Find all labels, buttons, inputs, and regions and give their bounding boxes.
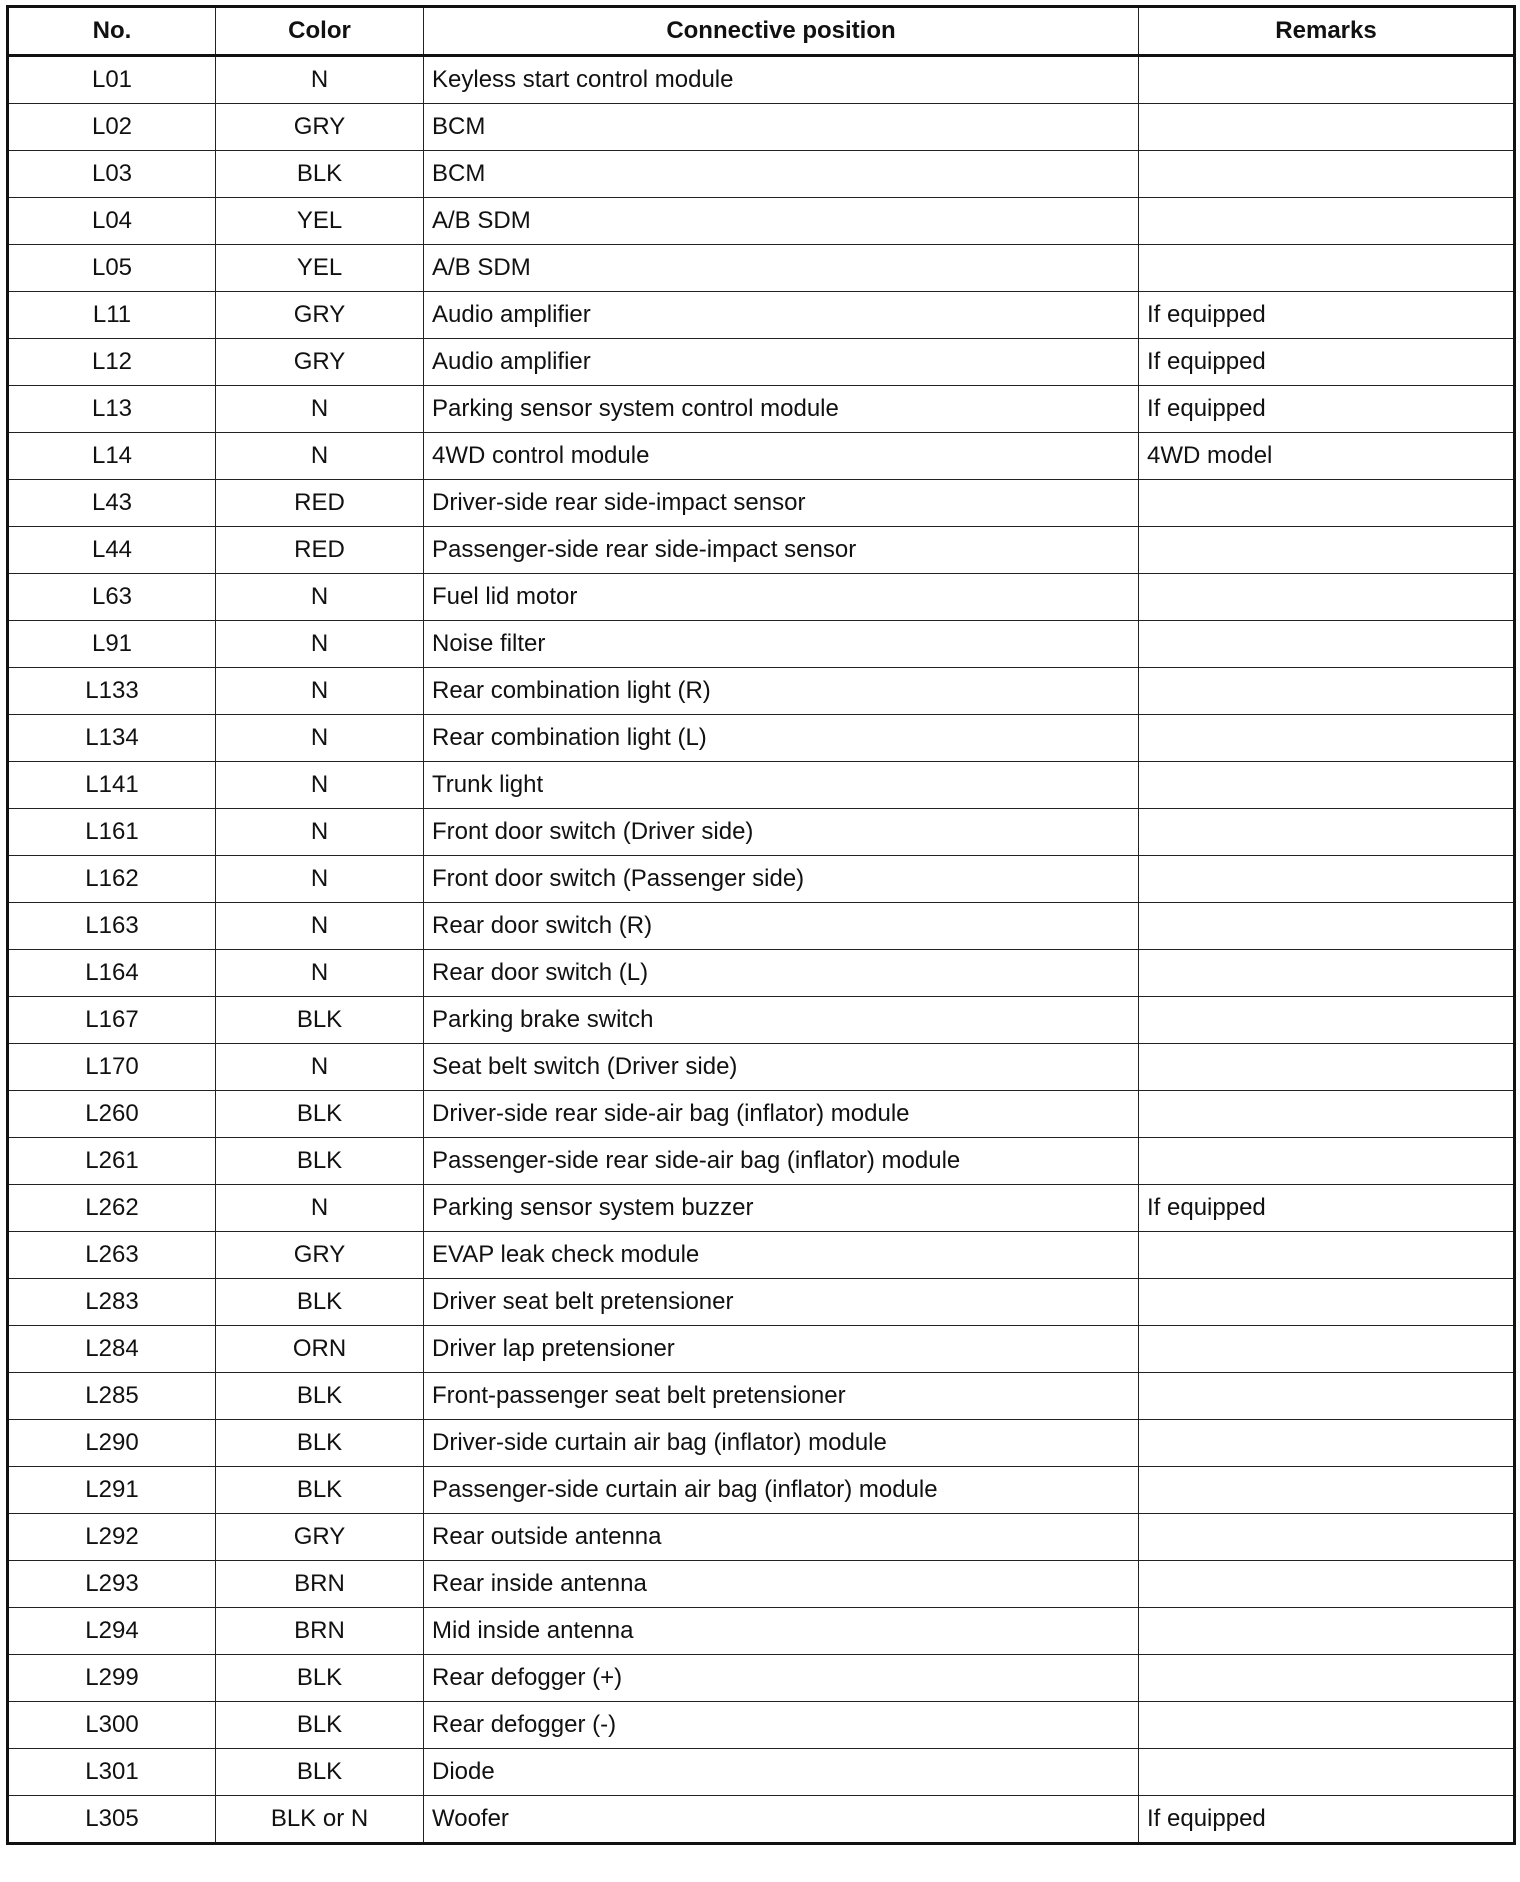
connector-number: L300 <box>8 1702 216 1749</box>
remarks <box>1139 1514 1515 1561</box>
connective-position: BCM <box>424 151 1139 198</box>
connective-position: Parking sensor system control module <box>424 386 1139 433</box>
header-remarks: Remarks <box>1139 7 1515 56</box>
wire-color: N <box>216 433 424 480</box>
connector-number: L305 <box>8 1796 216 1844</box>
table-row <box>8 527 1515 574</box>
table-row <box>8 1655 1515 1702</box>
remarks <box>1139 1044 1515 1091</box>
connector-number: L164 <box>8 950 216 997</box>
table-row <box>8 480 1515 527</box>
remarks <box>1139 856 1515 903</box>
wire-color: YEL <box>216 198 424 245</box>
table-row <box>8 809 1515 856</box>
connective-position: Front door switch (Passenger side) <box>424 856 1139 903</box>
connective-position: Noise filter <box>424 621 1139 668</box>
header-color: Color <box>216 7 424 56</box>
remarks <box>1139 1091 1515 1138</box>
connective-position: Rear door switch (R) <box>424 903 1139 950</box>
table-row <box>8 104 1515 151</box>
connective-position: Front-passenger seat belt pretensioner <box>424 1373 1139 1420</box>
wire-color: RED <box>216 480 424 527</box>
wire-color: N <box>216 950 424 997</box>
connector-number: L13 <box>8 386 216 433</box>
wire-color: RED <box>216 527 424 574</box>
connector-number: L43 <box>8 480 216 527</box>
table-row <box>8 339 1515 386</box>
connector-number: L293 <box>8 1561 216 1608</box>
wire-color: BLK <box>216 151 424 198</box>
connector-number: L11 <box>8 292 216 339</box>
remarks <box>1139 527 1515 574</box>
connective-position: Front door switch (Driver side) <box>424 809 1139 856</box>
connective-position: Rear inside antenna <box>424 1561 1139 1608</box>
remarks: If equipped <box>1139 339 1515 386</box>
table-row <box>8 386 1515 433</box>
table-body <box>8 56 1515 1844</box>
connector-number: L162 <box>8 856 216 903</box>
connector-number: L03 <box>8 151 216 198</box>
connector-table-page <box>6 5 1516 1845</box>
connective-position: Driver-side curtain air bag (inflator) module <box>424 1420 1139 1467</box>
connective-position: A/B SDM <box>424 198 1139 245</box>
connective-position: Parking brake switch <box>424 997 1139 1044</box>
connective-position: 4WD control module <box>424 433 1139 480</box>
table-row <box>8 762 1515 809</box>
wire-color: N <box>216 809 424 856</box>
connector-number: L285 <box>8 1373 216 1420</box>
table-row <box>8 292 1515 339</box>
table-row <box>8 1796 1515 1844</box>
connector-number: L04 <box>8 198 216 245</box>
connector-number: L292 <box>8 1514 216 1561</box>
remarks <box>1139 809 1515 856</box>
remarks <box>1139 574 1515 621</box>
wire-color: N <box>216 56 424 104</box>
wire-color: GRY <box>216 1232 424 1279</box>
wire-color: N <box>216 1044 424 1091</box>
wire-color: ORN <box>216 1326 424 1373</box>
table-row <box>8 856 1515 903</box>
connector-number: L14 <box>8 433 216 480</box>
connective-position: Rear outside antenna <box>424 1514 1139 1561</box>
remarks <box>1139 1326 1515 1373</box>
wire-color: YEL <box>216 245 424 292</box>
table-row <box>8 245 1515 292</box>
connective-position: Seat belt switch (Driver side) <box>424 1044 1139 1091</box>
table-row <box>8 1608 1515 1655</box>
remarks <box>1139 1749 1515 1796</box>
connective-position: Rear combination light (L) <box>424 715 1139 762</box>
table-row <box>8 1044 1515 1091</box>
connective-position: Rear defogger (-) <box>424 1702 1139 1749</box>
connector-number: L133 <box>8 668 216 715</box>
connector-number: L260 <box>8 1091 216 1138</box>
wire-color: GRY <box>216 292 424 339</box>
connective-position: Audio amplifier <box>424 292 1139 339</box>
connective-position: Diode <box>424 1749 1139 1796</box>
connective-position: BCM <box>424 104 1139 151</box>
table-row <box>8 1420 1515 1467</box>
remarks <box>1139 715 1515 762</box>
remarks <box>1139 1232 1515 1279</box>
table-row <box>8 1702 1515 1749</box>
connector-number: L261 <box>8 1138 216 1185</box>
remarks <box>1139 1420 1515 1467</box>
remarks <box>1139 1279 1515 1326</box>
header-no: No. <box>8 7 216 56</box>
connective-position: Rear combination light (R) <box>424 668 1139 715</box>
connective-position: Parking sensor system buzzer <box>424 1185 1139 1232</box>
remarks <box>1139 104 1515 151</box>
wire-color: N <box>216 668 424 715</box>
table-row <box>8 1185 1515 1232</box>
remarks <box>1139 56 1515 104</box>
remarks <box>1139 1608 1515 1655</box>
table-row <box>8 1749 1515 1796</box>
remarks <box>1139 621 1515 668</box>
table-row <box>8 1514 1515 1561</box>
connective-position: Mid inside antenna <box>424 1608 1139 1655</box>
wire-color: BLK <box>216 997 424 1044</box>
table-row <box>8 433 1515 480</box>
wire-color: BLK <box>216 1467 424 1514</box>
connector-number: L163 <box>8 903 216 950</box>
table-row <box>8 715 1515 762</box>
table-row <box>8 1279 1515 1326</box>
connective-position: Passenger-side rear side-air bag (inflator) module <box>424 1138 1139 1185</box>
connector-number: L167 <box>8 997 216 1044</box>
header-row <box>8 7 1515 56</box>
connective-position: Audio amplifier <box>424 339 1139 386</box>
remarks <box>1139 480 1515 527</box>
connector-number: L301 <box>8 1749 216 1796</box>
connector-number: L12 <box>8 339 216 386</box>
table-row <box>8 151 1515 198</box>
wire-color: BLK or N <box>216 1796 424 1844</box>
connector-number: L283 <box>8 1279 216 1326</box>
wire-color: N <box>216 1185 424 1232</box>
wire-color: BLK <box>216 1138 424 1185</box>
table-row <box>8 1232 1515 1279</box>
wire-color: GRY <box>216 339 424 386</box>
connector-number: L01 <box>8 56 216 104</box>
remarks <box>1139 1138 1515 1185</box>
connector-number: L05 <box>8 245 216 292</box>
connector-number: L263 <box>8 1232 216 1279</box>
remarks <box>1139 198 1515 245</box>
wire-color: GRY <box>216 1514 424 1561</box>
wire-color: GRY <box>216 104 424 151</box>
remarks: 4WD model <box>1139 433 1515 480</box>
table-row <box>8 621 1515 668</box>
connector-number: L170 <box>8 1044 216 1091</box>
remarks: If equipped <box>1139 386 1515 433</box>
connector-number: L91 <box>8 621 216 668</box>
wire-color: BRN <box>216 1561 424 1608</box>
table-row <box>8 668 1515 715</box>
connector-number: L161 <box>8 809 216 856</box>
remarks <box>1139 1655 1515 1702</box>
wire-color: BLK <box>216 1279 424 1326</box>
table-row <box>8 1326 1515 1373</box>
connective-position: EVAP leak check module <box>424 1232 1139 1279</box>
remarks <box>1139 903 1515 950</box>
connector-number: L134 <box>8 715 216 762</box>
connector-number: L299 <box>8 1655 216 1702</box>
wire-color: N <box>216 856 424 903</box>
remarks <box>1139 151 1515 198</box>
table-row <box>8 950 1515 997</box>
wire-color: BRN <box>216 1608 424 1655</box>
remarks <box>1139 1467 1515 1514</box>
connector-number: L141 <box>8 762 216 809</box>
connective-position: Driver seat belt pretensioner <box>424 1279 1139 1326</box>
connective-position: Fuel lid motor <box>424 574 1139 621</box>
table-row <box>8 1091 1515 1138</box>
remarks: If equipped <box>1139 292 1515 339</box>
remarks <box>1139 762 1515 809</box>
remarks <box>1139 997 1515 1044</box>
table-row <box>8 574 1515 621</box>
connective-position: Driver lap pretensioner <box>424 1326 1139 1373</box>
wire-color: BLK <box>216 1091 424 1138</box>
connective-position: A/B SDM <box>424 245 1139 292</box>
connector-number: L291 <box>8 1467 216 1514</box>
wire-color: BLK <box>216 1702 424 1749</box>
wire-color: N <box>216 903 424 950</box>
wire-color: N <box>216 386 424 433</box>
table-row <box>8 903 1515 950</box>
wire-color: N <box>216 715 424 762</box>
table-row <box>8 56 1515 104</box>
table-row <box>8 1467 1515 1514</box>
connector-number: L262 <box>8 1185 216 1232</box>
connective-position: Woofer <box>424 1796 1139 1844</box>
wire-color: BLK <box>216 1749 424 1796</box>
remarks <box>1139 1561 1515 1608</box>
table-row <box>8 1373 1515 1420</box>
connector-number: L63 <box>8 574 216 621</box>
connective-position: Rear door switch (L) <box>424 950 1139 997</box>
remarks <box>1139 668 1515 715</box>
wire-color: N <box>216 621 424 668</box>
connective-position: Passenger-side rear side-impact sensor <box>424 527 1139 574</box>
table-row <box>8 1561 1515 1608</box>
table-header <box>8 7 1515 56</box>
remarks <box>1139 1373 1515 1420</box>
remarks <box>1139 950 1515 997</box>
connective-position: Trunk light <box>424 762 1139 809</box>
connective-position: Passenger-side curtain air bag (inflator) module <box>424 1467 1139 1514</box>
connective-position: Rear defogger (+) <box>424 1655 1139 1702</box>
connector-number: L290 <box>8 1420 216 1467</box>
table-row <box>8 1138 1515 1185</box>
connective-position: Driver-side rear side-air bag (inflator) module <box>424 1091 1139 1138</box>
header-position: Connective position <box>424 7 1139 56</box>
remarks <box>1139 245 1515 292</box>
connective-position: Keyless start control module <box>424 56 1139 104</box>
remarks: If equipped <box>1139 1796 1515 1844</box>
connector-number: L02 <box>8 104 216 151</box>
remarks: If equipped <box>1139 1185 1515 1232</box>
table-row <box>8 198 1515 245</box>
connector-number: L284 <box>8 1326 216 1373</box>
connector-number: L44 <box>8 527 216 574</box>
remarks <box>1139 1702 1515 1749</box>
wire-color: N <box>216 762 424 809</box>
table-row <box>8 997 1515 1044</box>
connective-position: Driver-side rear side-impact sensor <box>424 480 1139 527</box>
wire-color: BLK <box>216 1373 424 1420</box>
connector-table <box>6 5 1516 1845</box>
wire-color: N <box>216 574 424 621</box>
wire-color: BLK <box>216 1655 424 1702</box>
wire-color: BLK <box>216 1420 424 1467</box>
connector-number: L294 <box>8 1608 216 1655</box>
